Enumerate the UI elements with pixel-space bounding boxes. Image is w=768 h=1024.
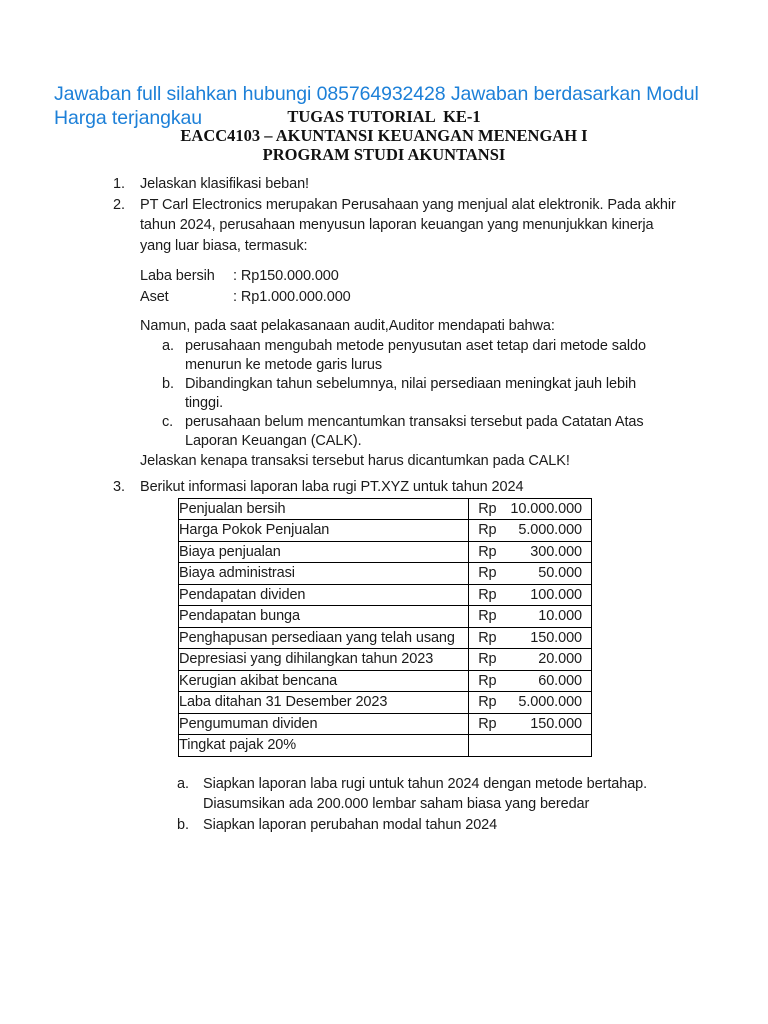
figure-label: Laba bersih — [140, 268, 215, 284]
currency-label: Rp — [478, 715, 497, 732]
table-row — [179, 584, 592, 606]
figure-value: : Rp1.000.000.000 — [233, 288, 351, 305]
finding-letter: a. — [162, 337, 174, 354]
amount-value: 10.000 — [538, 608, 582, 624]
amount-value: 300.000 — [530, 543, 582, 560]
question-2-number: 2. — [113, 196, 125, 213]
currency-label: Rp — [478, 543, 497, 560]
income-statement-table — [178, 498, 592, 757]
finding-item-c — [162, 413, 670, 451]
table-cell-item: Penghapusan persediaan yang telah usang — [179, 627, 469, 649]
table-cell-item: Pendapatan dividen — [179, 584, 469, 606]
table-cell-item: Laba ditahan 31 Desember 2023 — [179, 692, 469, 714]
question-3 — [113, 477, 670, 835]
currency-label: Rp — [478, 586, 497, 603]
table-row — [179, 563, 592, 585]
question-2-intro-line: tahun 2024, perusahaan menyusun laporan keuangan yang menunjukkan kinerja — [140, 217, 654, 233]
amount-value: 150.000 — [530, 715, 582, 732]
question-2 — [113, 195, 676, 472]
document-body — [113, 174, 676, 835]
table-row — [179, 735, 592, 757]
finding-text: Dibandingkan tahun sebelumnya, nilai persediaan meningkat jauh lebih tinggi. — [185, 375, 637, 411]
question-2-intro-line: yang luar biasa, termasuk: — [140, 237, 308, 254]
table-cell-item: Depresiasi yang dihilangkan tahun 2023 — [179, 649, 469, 671]
task-text-line: Siapkan laporan perubahan modal tahun 2024 — [203, 816, 498, 833]
table-cell-item: Tingkat pajak 20% — [179, 735, 469, 757]
question-1 — [113, 174, 670, 195]
table-cell-item: Penjualan bersih — [179, 498, 469, 520]
currency-label: Rp — [478, 608, 497, 624]
finding-text: perusahaan mengubah metode penyusutan aset tetap dari metode saldo menurun ke metode garis lurus — [185, 337, 646, 373]
question-1-number: 1. — [113, 176, 125, 192]
table-row — [179, 649, 592, 671]
currency-label: Rp — [478, 651, 497, 667]
table-row — [179, 520, 592, 542]
figure-row-aset — [140, 287, 670, 308]
currency-label: Rp — [478, 500, 497, 517]
document-header — [0, 107, 768, 164]
finding-text: perusahaan belum mencantumkan transaksi tersebut pada Catatan Atas Laporan Keuangan (CALK). — [185, 413, 644, 449]
table-cell-item: Harga Pokok Penjualan — [179, 520, 469, 542]
table-cell-item: Biaya administrasi — [179, 563, 469, 585]
question-1-text: Jelaskan klasifikasi beban! — [140, 176, 309, 192]
task-item-b — [177, 815, 670, 836]
watermark-text: Jawaban full silahkan hubungi 085764932428 Jawaban berdasarkan Modul Harga terjangkau — [54, 83, 699, 129]
table-row — [179, 692, 592, 714]
header-title: TUGAS TUTORIAL KE-1 — [287, 107, 481, 126]
question-3-number: 3. — [113, 479, 125, 495]
table-row — [179, 627, 592, 649]
amount-value: 60.000 — [538, 672, 582, 689]
amount-value: 10.000.000 — [510, 500, 582, 517]
audit-findings-list — [140, 337, 670, 451]
question-2-closing: Jelaskan kenapa transaksi tersebut harus dicantumkan pada CALK! — [140, 452, 570, 469]
task-item-a — [177, 774, 670, 815]
table-cell-item: Biaya penjualan — [179, 541, 469, 563]
table-row — [179, 606, 592, 628]
finding-item-a — [162, 337, 670, 375]
table-row — [179, 498, 592, 520]
amount-value: 50.000 — [538, 565, 582, 581]
question-3-intro: Berikut informasi laporan laba rugi PT.XYZ untuk tahun 2024 — [140, 479, 524, 495]
amount-value: 20.000 — [538, 651, 582, 667]
currency-label: Rp — [478, 522, 497, 538]
amount-value: 5.000.000 — [518, 522, 582, 538]
amount-value: 5.000.000 — [518, 694, 582, 710]
question-3-tasks — [177, 774, 670, 836]
currency-label: Rp — [478, 672, 497, 689]
figure-row-laba-bersih — [140, 266, 670, 287]
table-row — [179, 670, 592, 692]
currency-label: Rp — [478, 629, 497, 646]
task-text-line: Diasumsikan ada 200.000 lembar saham biasa yang beredar — [203, 796, 590, 812]
table-cell-item: Pengumuman dividen — [179, 713, 469, 735]
question-2-intro-line: PT Carl Electronics merupakan Perusahaan yang menjual alat elektronik. Pada akhir — [140, 196, 676, 213]
amount-value: 150.000 — [530, 629, 582, 646]
figure-value: : Rp150.000.000 — [233, 268, 339, 284]
amount-value: 100.000 — [530, 586, 582, 603]
table-cell-item: Kerugian akibat bencana — [179, 670, 469, 692]
task-text-line: Siapkan laporan laba rugi untuk tahun 2024 dengan metode bertahap. — [203, 775, 648, 792]
currency-label: Rp — [478, 694, 497, 710]
financial-figures — [140, 266, 670, 307]
currency-label: Rp — [478, 565, 497, 581]
header-course-code: EACC4103 – AKUNTANSI KEUANGAN MENENGAH I — [180, 126, 588, 145]
figure-label: Aset — [140, 288, 169, 305]
finding-letter: b. — [162, 375, 174, 392]
finding-letter: c. — [162, 413, 174, 430]
task-letter: a. — [177, 775, 189, 792]
task-letter: b. — [177, 816, 189, 833]
table-cell-item: Pendapatan bunga — [179, 606, 469, 628]
finding-item-b — [162, 375, 670, 413]
table-row — [179, 713, 592, 735]
audit-note: Namun, pada saat pelakasanaan audit,Auditor mendapati bahwa: — [140, 318, 555, 334]
header-program: PROGRAM STUDI AKUNTANSI — [262, 145, 506, 164]
table-row — [179, 541, 592, 563]
